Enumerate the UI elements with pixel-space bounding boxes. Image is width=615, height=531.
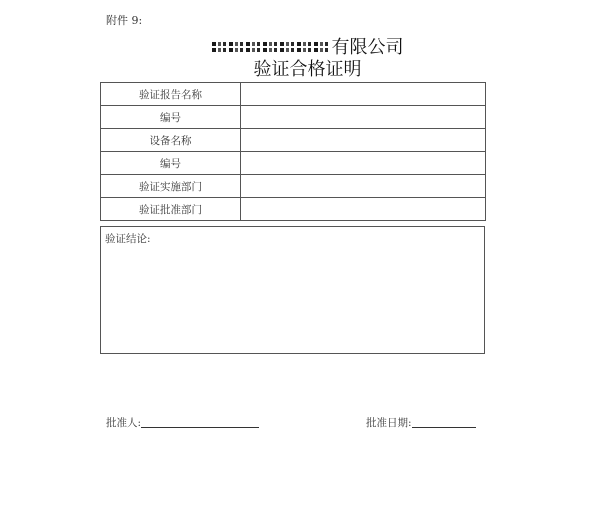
verification-info-table	[100, 82, 486, 221]
row-value-report-name[interactable]	[241, 83, 486, 106]
row-value-equipment-number[interactable]	[241, 152, 486, 175]
row-label-implementing-dept: 验证实施部门	[101, 175, 241, 198]
table-row	[101, 106, 486, 129]
row-value-approving-dept[interactable]	[241, 198, 486, 221]
row-value-equipment-name[interactable]	[241, 129, 486, 152]
row-value-implementing-dept[interactable]	[241, 175, 486, 198]
conclusion-box[interactable]	[100, 226, 485, 354]
redacted-company-name	[212, 39, 330, 55]
company-title	[0, 38, 615, 58]
approver-signature-line[interactable]	[141, 415, 259, 428]
table-row	[101, 198, 486, 221]
row-value-report-number[interactable]	[241, 106, 486, 129]
conclusion-label: 验证结论:	[105, 233, 151, 245]
table-row	[101, 83, 486, 106]
approver-field	[106, 415, 259, 430]
row-label-equipment-number: 编号	[101, 152, 241, 175]
table-row	[101, 129, 486, 152]
document-title: 验证合格证明	[253, 59, 362, 80]
row-label-report-name: 验证报告名称	[101, 83, 241, 106]
company-suffix: 有限公司	[331, 37, 404, 58]
attachment-label: 附件 9:	[106, 14, 143, 27]
row-label-report-number: 编号	[101, 106, 241, 129]
approval-date-line[interactable]	[412, 415, 476, 428]
table-row	[101, 175, 486, 198]
row-label-equipment-name: 设备名称	[101, 129, 241, 152]
table-row	[101, 152, 486, 175]
row-label-approving-dept: 验证批准部门	[101, 198, 241, 221]
approver-label: 批准人:	[106, 417, 142, 429]
approval-date-field	[366, 415, 476, 430]
approval-date-label: 批准日期:	[366, 417, 412, 429]
